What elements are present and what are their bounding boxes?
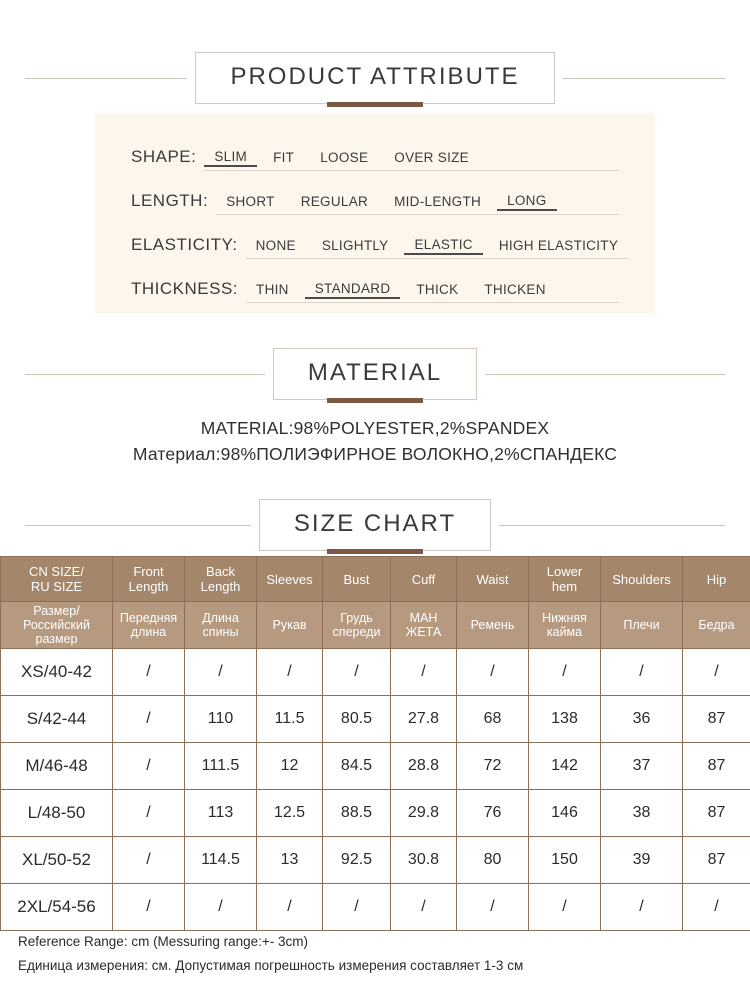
attribute-option-thicken[interactable]: THICKEN: [484, 282, 546, 297]
section-heading-product-attribute: [25, 52, 725, 104]
attribute-option-long[interactable]: LONG: [497, 193, 556, 211]
cell-shoulders: 39: [601, 837, 683, 884]
attribute-label-shape: SHAPE:: [131, 147, 197, 166]
cell-front-length: /: [113, 696, 185, 743]
col-subheader-line1: Передняя: [119, 611, 178, 625]
heading-box: [195, 52, 554, 104]
heading-rule-right: [499, 525, 725, 526]
col-subheader-bust: [323, 602, 391, 649]
cell-front-length: /: [113, 649, 185, 696]
cell-hip: 87: [683, 696, 750, 743]
col-subheader-line1: Длина: [202, 611, 239, 625]
attribute-option-fit[interactable]: FIT: [273, 150, 295, 165]
cell-back-length: 110: [185, 696, 257, 743]
col-subheader-size: [1, 602, 113, 649]
attribute-option-thin[interactable]: THIN: [256, 282, 289, 297]
heading-box: [259, 499, 491, 551]
cell-front-length: /: [113, 743, 185, 790]
note-english: Reference Range: cm (Messuring range:+- 3cm): [18, 934, 308, 949]
cell-lower-hem: /: [529, 649, 601, 696]
note-russian: Единица измерения: см. Допустимая погрешность измерения составляет 1-3 см: [18, 958, 524, 973]
cell-hip: 87: [683, 837, 750, 884]
table-row: [1, 790, 750, 837]
cell-shoulders: 36: [601, 696, 683, 743]
col-subheader-line2: ЖЕТА: [405, 625, 442, 639]
table-row: [1, 696, 750, 743]
cell-lower-hem: /: [529, 884, 601, 931]
cell-shoulders: 38: [601, 790, 683, 837]
col-subheader-line2: спереди: [332, 625, 381, 639]
col-header-shoulders: Shoulders: [601, 557, 683, 602]
cell-waist: /: [457, 649, 529, 696]
heading-box: [273, 348, 477, 400]
cell-bust: /: [323, 649, 391, 696]
cell-shoulders: /: [601, 884, 683, 931]
table-row: [1, 884, 750, 931]
attribute-option-short[interactable]: SHORT: [226, 194, 275, 209]
cell-size: S/42-44: [1, 696, 113, 743]
attribute-options-thickness: [246, 281, 619, 303]
cell-size: XL/50-52: [1, 837, 113, 884]
cell-lower-hem: 142: [529, 743, 601, 790]
attribute-options-length: [216, 193, 619, 215]
heading-accent-bar: [327, 102, 423, 107]
cell-bust: 88.5: [323, 790, 391, 837]
table-row: [1, 649, 750, 696]
col-header-sleeves: Sleeves: [257, 557, 323, 602]
col-subheader-back-length: [185, 602, 257, 649]
cell-cuff: 30.8: [391, 837, 457, 884]
cell-lower-hem: 138: [529, 696, 601, 743]
cell-front-length: /: [113, 837, 185, 884]
cell-sleeves: /: [257, 649, 323, 696]
col-header-cn-ru-size: [1, 557, 113, 602]
col-subheader-sleeves: Рукав: [257, 602, 323, 649]
table-row: [1, 837, 750, 884]
table-header-row-english: [1, 557, 750, 602]
col-header-line2: RU SIZE: [30, 579, 83, 594]
attribute-option-high-elasticity[interactable]: HIGH ELASTICITY: [498, 238, 619, 253]
cell-waist: 72: [457, 743, 529, 790]
cell-sleeves: 12.5: [257, 790, 323, 837]
col-header-line2: Length: [200, 579, 241, 594]
cell-size: XS/40-42: [1, 649, 113, 696]
cell-waist: /: [457, 884, 529, 931]
col-subheader-hip: Бедра: [683, 602, 750, 649]
cell-cuff: 27.8: [391, 696, 457, 743]
cell-front-length: /: [113, 884, 185, 931]
col-subheader-line1: МАН: [409, 611, 438, 625]
attribute-option-slightly[interactable]: SLIGHTLY: [321, 238, 389, 253]
cell-sleeves: /: [257, 884, 323, 931]
table-row: [1, 743, 750, 790]
section-title-product-attribute: PRODUCT ATTRIBUTE: [230, 63, 520, 90]
attribute-label-length: LENGTH:: [131, 191, 209, 210]
cell-lower-hem: 150: [529, 837, 601, 884]
col-header-cuff: Cuff: [391, 557, 457, 602]
cell-size: M/46-48: [1, 743, 113, 790]
material-text-block: [0, 415, 750, 467]
attribute-option-thick[interactable]: THICK: [416, 282, 459, 297]
attribute-option-over-size[interactable]: OVER SIZE: [394, 150, 469, 165]
table-header-row-russian: [1, 602, 750, 649]
heading-accent-bar: [327, 398, 423, 403]
cell-sleeves: 12: [257, 743, 323, 790]
col-header-line1: Back: [206, 564, 235, 579]
material-line-russian: Материал:98%ПОЛИЭФИРНОЕ ВОЛОКНО,2%СПАНДЕКС: [132, 444, 618, 464]
cell-cuff: 29.8: [391, 790, 457, 837]
heading-rule-right: [563, 78, 725, 79]
heading-rule-left: [25, 525, 251, 526]
cell-bust: 92.5: [323, 837, 391, 884]
cell-cuff: /: [391, 884, 457, 931]
heading-rule-left: [25, 374, 265, 375]
cell-hip: /: [683, 649, 750, 696]
attribute-options-shape: [204, 149, 619, 171]
size-chart-table-wrapper: [0, 556, 750, 931]
attribute-option-standard[interactable]: STANDARD: [305, 281, 401, 299]
col-subheader-line1: Размер/: [33, 604, 80, 618]
cell-back-length: /: [185, 649, 257, 696]
cell-sleeves: 13: [257, 837, 323, 884]
col-subheader-waist: Ремень: [457, 602, 529, 649]
col-subheader-lower-hem: [529, 602, 601, 649]
cell-hip: 87: [683, 790, 750, 837]
attribute-options-elasticity: [246, 237, 629, 259]
attribute-panel: [95, 113, 655, 313]
cell-bust: 80.5: [323, 696, 391, 743]
col-header-line2: Length: [128, 579, 169, 594]
col-subheader-line2: Российский: [23, 618, 90, 632]
col-header-line1: CN SIZE/: [29, 564, 84, 579]
col-subheader-line2: спины: [202, 625, 239, 639]
col-subheader-line1: Нижняя: [542, 611, 587, 625]
material-line-english: MATERIAL:98%POLYESTER,2%SPANDEX: [200, 418, 550, 438]
cell-shoulders: /: [601, 649, 683, 696]
col-header-line2: hem: [551, 579, 578, 594]
cell-hip: 87: [683, 743, 750, 790]
col-subheader-line3: размер: [35, 632, 78, 646]
cell-back-length: 114.5: [185, 837, 257, 884]
col-subheader-cuff: [391, 602, 457, 649]
cell-size: 2XL/54-56: [1, 884, 113, 931]
attribute-option-slim[interactable]: SLIM: [204, 149, 257, 167]
cell-cuff: /: [391, 649, 457, 696]
measurement-notes: [18, 930, 732, 978]
attribute-row-length: [95, 171, 655, 215]
col-header-line1: Lower: [546, 564, 583, 579]
col-header-lower-hem: [529, 557, 601, 602]
heading-accent-bar: [327, 549, 423, 554]
attribute-option-elastic[interactable]: ELASTIC: [404, 237, 482, 255]
cell-bust: 84.5: [323, 743, 391, 790]
attribute-option-loose[interactable]: LOOSE: [320, 150, 369, 165]
size-chart-table: [0, 556, 750, 931]
col-subheader-line2: длина: [130, 625, 167, 639]
cell-bust: /: [323, 884, 391, 931]
col-header-waist: Waist: [457, 557, 529, 602]
col-subheader-line2: кайма: [546, 625, 583, 639]
cell-cuff: 28.8: [391, 743, 457, 790]
section-title-size-chart: SIZE CHART: [293, 510, 457, 537]
cell-back-length: /: [185, 884, 257, 931]
cell-front-length: /: [113, 790, 185, 837]
section-title-material: MATERIAL: [307, 359, 443, 386]
cell-size: L/48-50: [1, 790, 113, 837]
heading-rule-right: [485, 374, 725, 375]
cell-back-length: 111.5: [185, 743, 257, 790]
col-subheader-front-length: [113, 602, 185, 649]
col-header-hip: Hip: [683, 557, 750, 602]
section-heading-size-chart: [25, 499, 725, 551]
cell-lower-hem: 146: [529, 790, 601, 837]
col-header-front-length: [113, 557, 185, 602]
attribute-row-elasticity: [95, 215, 655, 259]
col-header-bust: Bust: [323, 557, 391, 602]
attribute-row-thickness: [95, 259, 655, 303]
col-subheader-line1: Грудь: [340, 611, 373, 625]
heading-rule-left: [25, 78, 187, 79]
col-header-back-length: [185, 557, 257, 602]
col-subheader-shoulders: Плечи: [601, 602, 683, 649]
attribute-label-elasticity: ELASTICITY:: [131, 235, 238, 254]
size-chart-body: [1, 649, 750, 931]
cell-back-length: 113: [185, 790, 257, 837]
attribute-option-none[interactable]: NONE: [255, 238, 296, 253]
attribute-row-shape: [95, 127, 655, 171]
section-heading-material: [25, 348, 725, 400]
attribute-option-mid-length[interactable]: MID-LENGTH: [394, 194, 482, 209]
cell-waist: 68: [457, 696, 529, 743]
cell-sleeves: 11.5: [257, 696, 323, 743]
cell-hip: /: [683, 884, 750, 931]
attribute-option-regular[interactable]: REGULAR: [300, 194, 369, 209]
attribute-label-thickness: THICKNESS:: [131, 279, 239, 298]
cell-shoulders: 37: [601, 743, 683, 790]
cell-waist: 76: [457, 790, 529, 837]
col-header-line1: Front: [133, 564, 164, 579]
cell-waist: 80: [457, 837, 529, 884]
